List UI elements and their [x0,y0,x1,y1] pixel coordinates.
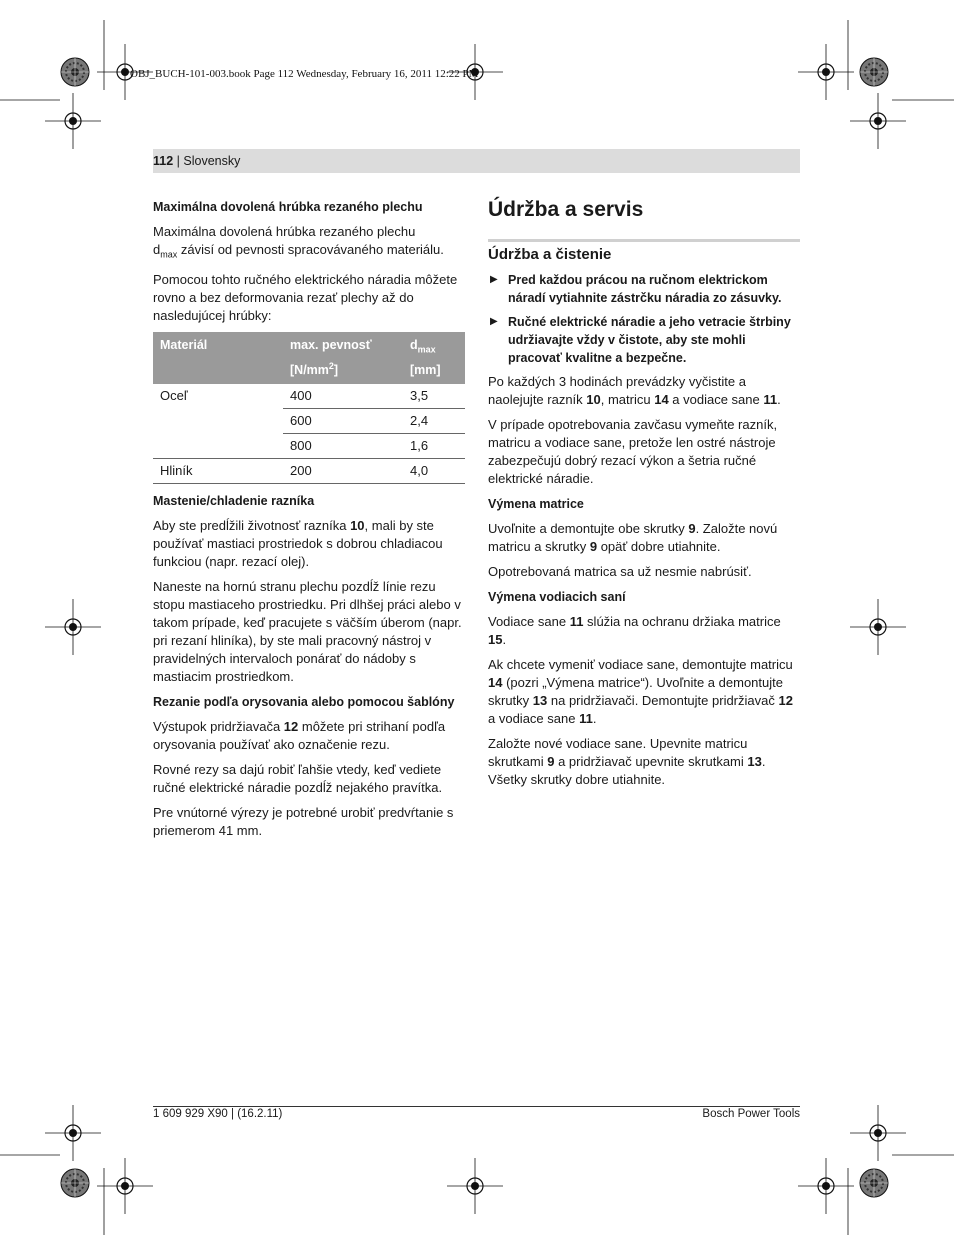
text: Ak chcete vymeniť vodiace sane, demontujte matricu [488,657,793,672]
text: max. pevnosť [290,337,372,352]
text: d [153,242,161,257]
text: a vodiace sane [488,711,580,726]
text: Maximálna dovolená hrúbka rezaného plechu [153,224,416,239]
reference-number: 11 [579,711,593,726]
text: závisí od pevnosti spracovávaného materiálu. [177,242,444,257]
subscript: max [160,249,178,260]
reference-number: 14 [654,392,669,407]
text: , matricu [600,392,655,407]
paragraph [488,656,800,728]
text: a pridržiavač upevnite skrutkami [554,754,748,769]
paragraph: Pomocou tohto ručného elektrického náradia môžete rovno a bez deformovania rezať plechy až do nasledujúcej hrúbky: [153,271,458,323]
section-title-max-thickness: Maximálna dovolená hrúbka rezaného plechu [153,200,423,214]
text: Pred každou prácou na ručnom elektrickom náradí vytiahnite zástrčku náradia zo zásuvky. [508,273,782,305]
text: Založte nové vodiace sane. Upevnite matricu skrutkami [488,736,748,769]
color-target-top-right-icon [860,58,888,86]
table-row [153,434,465,459]
cell-strength: 800 [283,434,403,459]
header-language: Slovensky [183,154,241,168]
left-column [153,198,466,847]
text: Výstupok pridržiavača [153,719,284,735]
crosshair-icon [447,1158,503,1214]
reference-number: 15 [488,632,503,647]
column-header-strength [283,332,403,385]
print-info: OBJ_BUCH-101-003.book Page 112 Wednesday, February 16, 2011 12:22 PM [130,68,479,80]
text: môžete pri strihaní podľa orysovania používať ako označenie rezu. [153,719,446,753]
cell-strength: 400 [283,384,403,409]
text: ] [333,362,339,377]
reference-number: 12 [778,693,793,708]
text: Aby ste predĺžili životnosť razníka [153,518,351,534]
reference-number: 13 [747,754,762,769]
text: slúžia na ochranu držiaka matrice [583,614,781,629]
subtitle-block [488,239,800,265]
text: na pridržiavači. Demontujte pridržiavač [547,693,779,708]
reference-number: 10 [586,392,601,407]
footer-brand: Bosch Power Tools [702,1108,800,1120]
thickness-table [153,332,465,485]
reference-number: 14 [488,675,503,690]
cell-strength: 200 [283,459,403,484]
right-column [488,198,800,796]
crosshair-icon [850,93,906,149]
cell-strength: 600 [283,409,403,434]
paragraph: Opotrebovaná matrica sa už nesmie nabrúsiť. [488,564,752,579]
crosshair-icon [45,1105,101,1161]
cell-dmax: 1,6 [403,434,465,459]
paragraph: Naneste na hornú stranu plechu pozdĺž línie rezu stopu mastiaceho prostriedku. Pri dlhšej práci alebo v takom prípade, keď pracujete s väčším úberom (napr. pri rezaní hliníka), by ste mali pracovný nástroj v pravidelných intervaloch ponárať do nádoby s mastiacim prostriedkom. [153,579,462,685]
text: . [502,632,507,647]
crosshair-icon [798,1158,854,1214]
section-title-lubrication: Mastenie/chladenie razníka [153,494,315,509]
text: d [410,337,418,352]
crosshair-icon [850,1105,906,1161]
text: . [592,711,597,726]
footer-divider [153,1106,800,1107]
paragraph [153,517,466,571]
paragraph: V prípade opotrebovania zavčasu vymeňte razník, matricu a vodiace sane, pretože len ostré nástroje zabezpečujú dobrý rezací výkon a šetria ručné elektrické náradie. [488,417,778,486]
triangle-bullet-icon: ▶ [490,274,498,285]
triangle-bullet-icon: ▶ [490,316,498,327]
text: Ručné elektrické náradie a jeho vetracie štrbiny udržiavajte vždy v čistote, aby ste mohli pracovať kvalitne a bezpečne. [508,315,791,365]
page-title: Údržba a servis [488,198,644,221]
reference-number: 11 [569,614,584,629]
cell-dmax: 3,5 [403,384,465,409]
paragraph [488,735,800,789]
text: Po každých 3 hodinách prevádzky vyčistite a naolejujte razník [488,374,746,407]
paragraph [153,718,466,754]
reference-number: 9 [688,521,696,536]
text: , mali by ste používať mastiaci prostriedok s dobrou chladiacou funkciou (napr. rezací olej). [153,518,443,570]
subscript: max [417,344,436,355]
cell-material: Hliník [153,459,283,484]
reference-number: 11 [763,392,778,407]
table-header-row [153,332,465,385]
subtitle: Údržba a čistenie [488,246,612,263]
text: (pozri „Výmena matrice“). Uvoľnite a demontujte skrutky [488,675,783,708]
text: . Založte novú matricu a skrutky [488,521,778,554]
reference-number: 9 [547,754,555,769]
paragraph: Rovné rezy sa dajú robiť ľahšie vtedy, keď vediete ručné elektrické náradie pozdĺž nejakého pravítka. [153,762,443,796]
page-header [153,149,800,173]
cell-material [153,434,283,459]
text: opäť dobre utiahnite. [597,539,721,554]
crosshair-icon [45,599,101,655]
paragraph [488,520,800,556]
paragraph [488,373,800,409]
paragraph: Pre vnútorné výrezy je potrebné urobiť predvŕtanie s priemerom 41 mm. [153,805,454,839]
superscript: 2 [328,360,334,371]
section-title-cutting-template: Rezanie podľa orysovania alebo pomocou šablóny [153,695,455,710]
reference-number: 9 [589,539,598,554]
warning-bullet [488,313,800,367]
text: [N/mm [290,362,329,377]
crosshair-icon [798,44,854,100]
footer-doc-id: 1 609 929 X90 | (16.2.11) [153,1108,283,1120]
cell-material [153,409,283,434]
paragraph [488,613,800,649]
reference-number: 12 [283,719,299,735]
reference-number: 13 [532,693,548,708]
text: Vodiace sane [488,614,570,629]
table-row [153,409,465,434]
page-number: 112 [153,154,174,168]
cell-material: Oceľ [160,388,188,404]
column-header-material: Materiál [153,332,283,385]
warning-bullet [488,271,800,307]
crosshair-icon [97,1158,153,1214]
section-title-matrix: Výmena matrice [488,497,584,511]
cell-dmax: 4,0 [403,459,465,484]
reference-number: 10 [350,518,365,534]
header-separator: | [173,154,184,168]
text: a vodiace sane [668,392,764,407]
table-row [153,459,465,484]
paragraph [153,223,466,264]
section-title-guide: Výmena vodiacich saní [488,590,626,604]
table-row [153,384,465,409]
text: [mm] [410,363,441,378]
color-target-bottom-left-icon [61,1169,89,1197]
cell-dmax: 2,4 [403,409,465,434]
crosshair-icon [45,93,101,149]
text: Uvoľnite a demontujte obe skrutky [488,521,689,536]
text: . [777,392,781,407]
color-target-top-left-icon [61,58,89,86]
crosshair-icon [850,599,906,655]
color-target-bottom-right-icon [860,1169,888,1197]
text: . Všetky skrutky dobre utiahnite. [488,754,766,787]
column-header-dmax [403,332,465,385]
